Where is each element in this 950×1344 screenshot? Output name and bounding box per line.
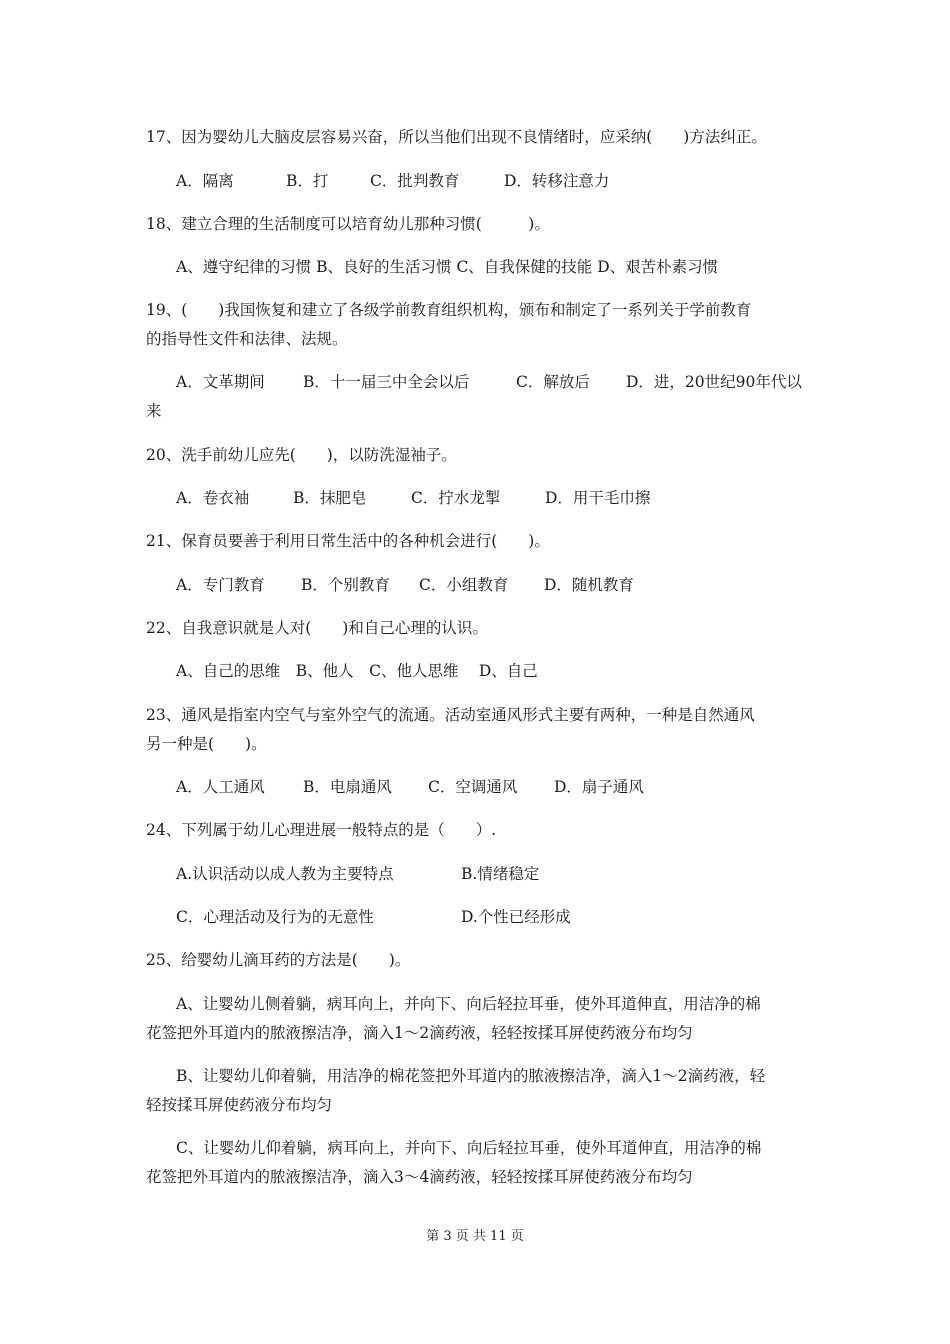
question-20-stem: 20、洗手前幼儿应先( )，以防洗湿袖子。 bbox=[146, 446, 457, 464]
q20-option-a: A．卷衣袖 bbox=[176, 489, 250, 507]
question-24-stem: 24、下列属于幼儿心理进展一般特点的是（ ）. bbox=[146, 821, 497, 839]
q19-option-b: B．十一届三中全会以后 bbox=[303, 373, 470, 391]
q20-option-b: B．抹肥皂 bbox=[293, 489, 367, 507]
q23-option-c: C．空调通风 bbox=[428, 778, 518, 796]
question-23-stem-line2: 另一种是( )。 bbox=[146, 735, 267, 753]
q25-option-b-line1: B、让婴幼儿仰着躺，用洁净的棉花签把外耳道内的脓液擦洁净，滴入1～2滴药液，轻 bbox=[176, 1067, 766, 1085]
question-19-stem-line2: 的指导性文件和法律、法规。 bbox=[146, 330, 348, 348]
question-23-stem-line1: 23、通风是指室内空气与室外空气的流通。活动室通风形式主要有两种，一种是自然通风 bbox=[146, 706, 755, 724]
q25-option-a-line2: 花签把外耳道内的脓液擦洁净，滴入1～2滴药液，轻轻按揉耳屏使药液分布均匀 bbox=[146, 1024, 693, 1042]
q25-option-c-line2: 花签把外耳道内的脓液擦洁净，滴入3～4滴药液，轻轻按揉耳屏使药液分布均匀 bbox=[146, 1168, 693, 1186]
question-22-options: A、自己的思维 B、他人 C、他人思维 D、自己 bbox=[176, 662, 538, 680]
q23-option-b: B．电扇通风 bbox=[303, 778, 392, 796]
q21-option-d: D．随机教育 bbox=[544, 576, 634, 594]
q24-option-b: B.情绪稳定 bbox=[461, 865, 540, 883]
question-24-options-row2 bbox=[176, 907, 571, 927]
q23-option-a: A．人工通风 bbox=[176, 778, 265, 796]
q24-option-d: D.个性已经形成 bbox=[461, 908, 571, 926]
q17-option-c: C．批判教育 bbox=[370, 172, 460, 190]
question-19-options-cont: 来 bbox=[146, 402, 162, 420]
q20-option-c: C．拧水龙掣 bbox=[411, 489, 501, 507]
q19-option-d: D．进，20世纪90年代以 bbox=[626, 373, 802, 391]
q21-option-b: B．个别教育 bbox=[301, 576, 390, 594]
q21-option-a: A．专门教育 bbox=[176, 576, 265, 594]
q25-option-a-line1: A、让婴幼儿侧着躺，病耳向上，并向下、向后轻拉耳垂，使外耳道伸直，用洁净的棉 bbox=[176, 995, 761, 1013]
q24-option-c: C．心理活动及行为的无意性 bbox=[176, 908, 374, 926]
q17-option-d: D．转移注意力 bbox=[504, 172, 610, 190]
question-17-options bbox=[176, 171, 609, 191]
q21-option-c: C．小组教育 bbox=[419, 576, 509, 594]
q23-option-d: D．扇子通风 bbox=[554, 778, 644, 796]
q25-option-c-line1: C、让婴幼儿仰着躺，病耳向上，并向下、向后轻拉耳垂，使外耳道伸直，用洁净的棉 bbox=[176, 1139, 762, 1157]
question-21-options bbox=[176, 575, 634, 595]
q17-option-a: A．隔离 bbox=[176, 172, 234, 190]
question-19-stem-line1: 19、( )我国恢复和建立了各级学前教育组织机构，颁布和制定了一系列关于学前教育 bbox=[146, 301, 752, 319]
question-18-stem: 18、建立合理的生活制度可以培育幼儿那种习惯( )。 bbox=[146, 215, 550, 233]
q25-option-b-line2: 轻按揉耳屏使药液分布均匀 bbox=[146, 1096, 333, 1114]
q17-option-b: B．打 bbox=[286, 172, 329, 190]
question-17-stem: 17、因为婴幼儿大脑皮层容易兴奋，所以当他们出现不良情绪时，应采纳( )方法纠正。 bbox=[146, 128, 767, 146]
question-21-stem: 21、保育员要善于利用日常生活中的各种机会进行( )。 bbox=[146, 532, 550, 550]
q24-option-a: A.认识活动以成人教为主要特点 bbox=[176, 865, 394, 883]
question-25-stem: 25、给婴幼儿滴耳药的方法是( )。 bbox=[146, 951, 411, 969]
q19-option-c: C．解放后 bbox=[516, 373, 590, 391]
q20-option-d: D．用干毛巾擦 bbox=[545, 489, 651, 507]
question-20-options bbox=[176, 488, 650, 508]
page-number-footer: 第 3 页 共 11 页 bbox=[426, 1229, 524, 1244]
question-24-options-row1 bbox=[176, 864, 539, 884]
q19-option-a: A．文革期间 bbox=[176, 373, 265, 391]
question-19-options bbox=[176, 372, 802, 392]
question-22-stem: 22、自我意识就是人对( )和自己心理的认识。 bbox=[146, 619, 488, 637]
question-18-options: A、遵守纪律的习惯 B、良好的生活习惯 C、自我保健的技能 D、艰苦朴素习惯 bbox=[176, 258, 719, 276]
question-23-options bbox=[176, 777, 644, 797]
